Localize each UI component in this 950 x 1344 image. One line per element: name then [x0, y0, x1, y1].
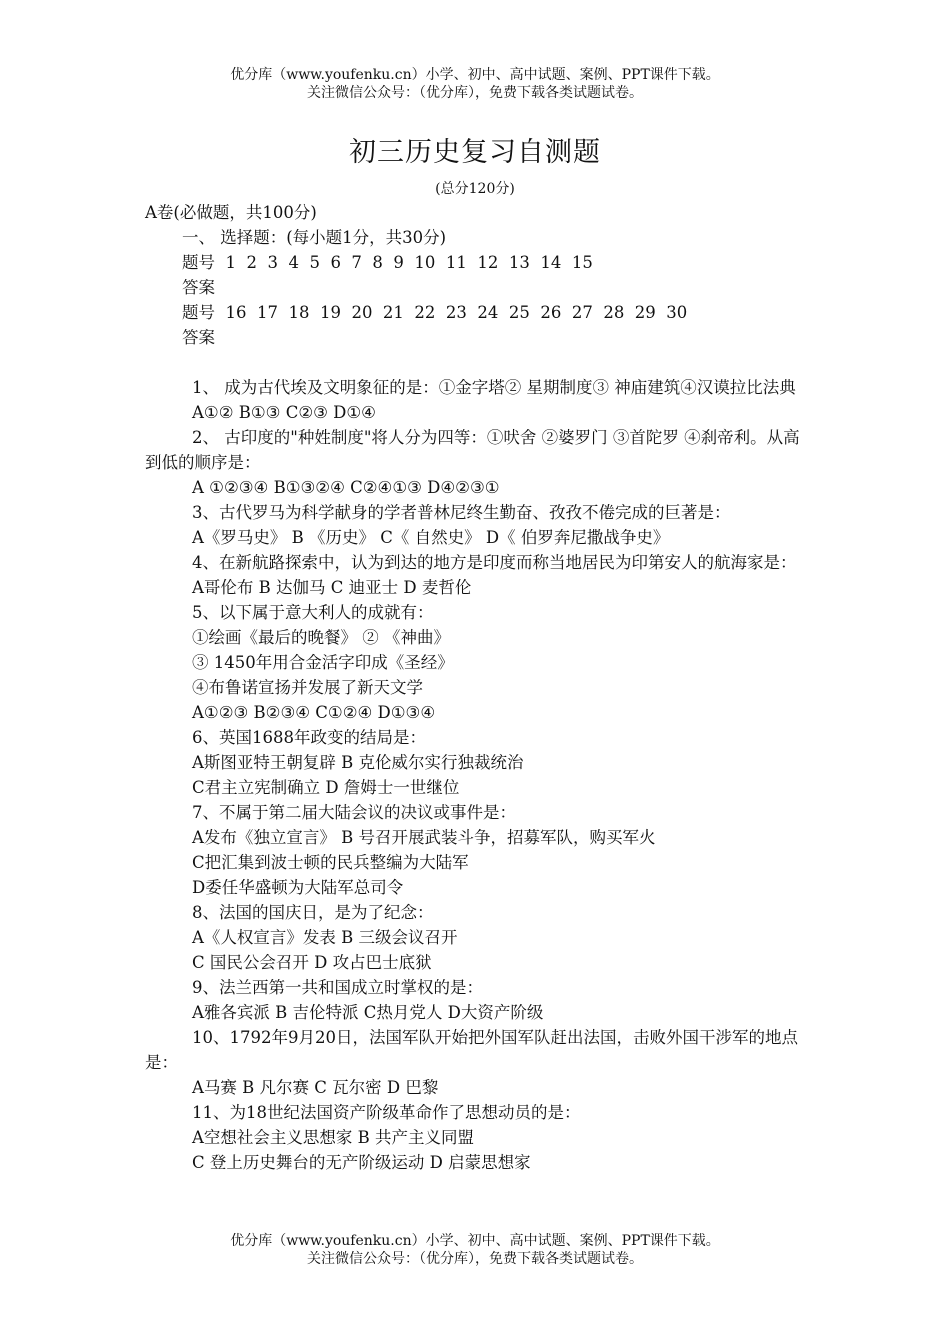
question-numbers: 16 17 18 19 20 21 22 23 24 25 26 27 28 29 30	[225, 303, 688, 322]
question-2-stem: 2、 古印度的"种姓制度"将人分为四等：①吠舍 ②婆罗门 ③首陀罗 ④刹帝利。从高到低的顺序是：	[145, 428, 800, 472]
page-title: 初三历史复习自测题	[349, 137, 601, 168]
question-5-options: A①②③ B②③④ C①②④ D①③④	[192, 703, 436, 722]
question-4-stem: 4、在新航路探索中，认为到达的地方是印度而称当地居民为印第安人的航海家是：	[192, 553, 797, 572]
footer-line-2: 关注微信公众号：（优分库），免费下载各类试题试卷。	[307, 1251, 643, 1267]
question-7-options-ab: A发布《独立宣言》 B 号召开展武装斗争，招募军队，购买军火	[192, 828, 656, 847]
question-7-option-c: C把汇集到波士顿的民兵整编为大陆军	[192, 853, 469, 872]
question-7-option-d: D委任华盛顿为大陆军总司令	[192, 878, 404, 897]
question-3-options: A《罗马史》 B 《历史》 C《 自然史》 D《 伯罗奔尼撒战争史》	[192, 528, 670, 547]
question-11-options-ab: A空想社会主义思想家 B 共产主义同盟	[192, 1128, 475, 1147]
question-10-options: A马赛 B 凡尔赛 C 瓦尔密 D 巴黎	[192, 1078, 439, 1097]
question-11-options-cd: C 登上历史舞台的无产阶级运动 D 启蒙思想家	[192, 1153, 531, 1172]
header-line-1: 优分库（www.youfenku.cn）小学、初中、高中试题、案例、PPT课件下载。	[230, 67, 720, 83]
question-6-stem: 6、英国1688年政变的结局是：	[192, 728, 426, 747]
question-9-stem: 9、法兰西第一共和国成立时掌权的是：	[192, 978, 483, 997]
part-one-heading: 一、 选择题：(每小题1分，共30分)	[182, 228, 447, 247]
question-numbers: 1 2 3 4 5 6 7 8 9 10 11 12 13 14 15	[225, 253, 593, 272]
question-5-item-3: ④布鲁诺宣扬并发展了新天文学	[192, 678, 423, 697]
document-body	[145, 200, 810, 1175]
question-8-stem: 8、法国的国庆日，是为了纪念：	[192, 903, 434, 922]
page-footer	[0, 1232, 950, 1268]
question-6-options-cd: C君主立宪制确立 D 詹姆士一世继位	[192, 778, 460, 797]
question-5-item-1: ①绘画《最后的晚餐》 ② 《神曲》	[192, 628, 450, 647]
question-2-options: A ①②③④ B①③②④ C②④①③ D④②③①	[192, 478, 500, 497]
question-1-options: A①② B①③ C②③ D①④	[192, 403, 376, 422]
spacer	[145, 350, 810, 375]
answer-table-row-3	[145, 300, 810, 325]
answer-table-row-4: 答案	[182, 328, 215, 347]
question-9-options: A雅各宾派 B 吉伦特派 C热月党人 D大资产阶级	[192, 1003, 544, 1022]
answer-table-row-1	[145, 250, 810, 275]
header-line-2: 关注微信公众号：（优分库），免费下载各类试题试卷。	[307, 85, 643, 101]
question-4-options: A哥伦布 B 达伽马 C 迪亚士 D 麦哲伦	[192, 578, 472, 597]
question-11-stem: 11、为18世纪法国资产阶级革命作了思想动员的是：	[192, 1103, 581, 1122]
page-header	[0, 66, 950, 102]
footer-line-1: 优分库（www.youfenku.cn）小学、初中、高中试题、案例、PPT课件下载。	[230, 1233, 720, 1249]
row-label: 题号	[182, 303, 215, 322]
question-8-options-cd: C 国民公会召开 D 攻占巴士底狱	[192, 953, 432, 972]
question-8-options-ab: A《人权宣言》发表 B 三级会议召开	[192, 928, 458, 947]
section-a-heading: A卷(必做题，共100分)	[145, 203, 317, 222]
question-10-stem: 10、1792年9月20日，法国军队开始把外国军队赶出法国，击败外国干涉军的地点是：	[145, 1028, 798, 1072]
answer-table-row-2: 答案	[182, 278, 215, 297]
question-7-stem: 7、不属于第二届大陆会议的决议或事件是：	[192, 803, 516, 822]
row-label: 题号	[182, 253, 215, 272]
question-3-stem: 3、古代罗马为科学献身的学者普林尼终生勤奋、孜孜不倦完成的巨著是：	[192, 503, 731, 522]
question-5-item-2: ③ 1450年用合金活字印成《圣经》	[192, 653, 454, 672]
question-1-stem: 1、 成为古代埃及文明象征的是：①金字塔② 星期制度③ 神庙建筑④汉谟拉比法典	[192, 378, 796, 397]
question-5-stem: 5、以下属于意大利人的成就有：	[192, 603, 434, 622]
question-6-options-ab: A斯图亚特王朝复辟 B 克伦威尔实行独裁统治	[192, 753, 524, 772]
total-score: (总分120分)	[435, 181, 515, 197]
